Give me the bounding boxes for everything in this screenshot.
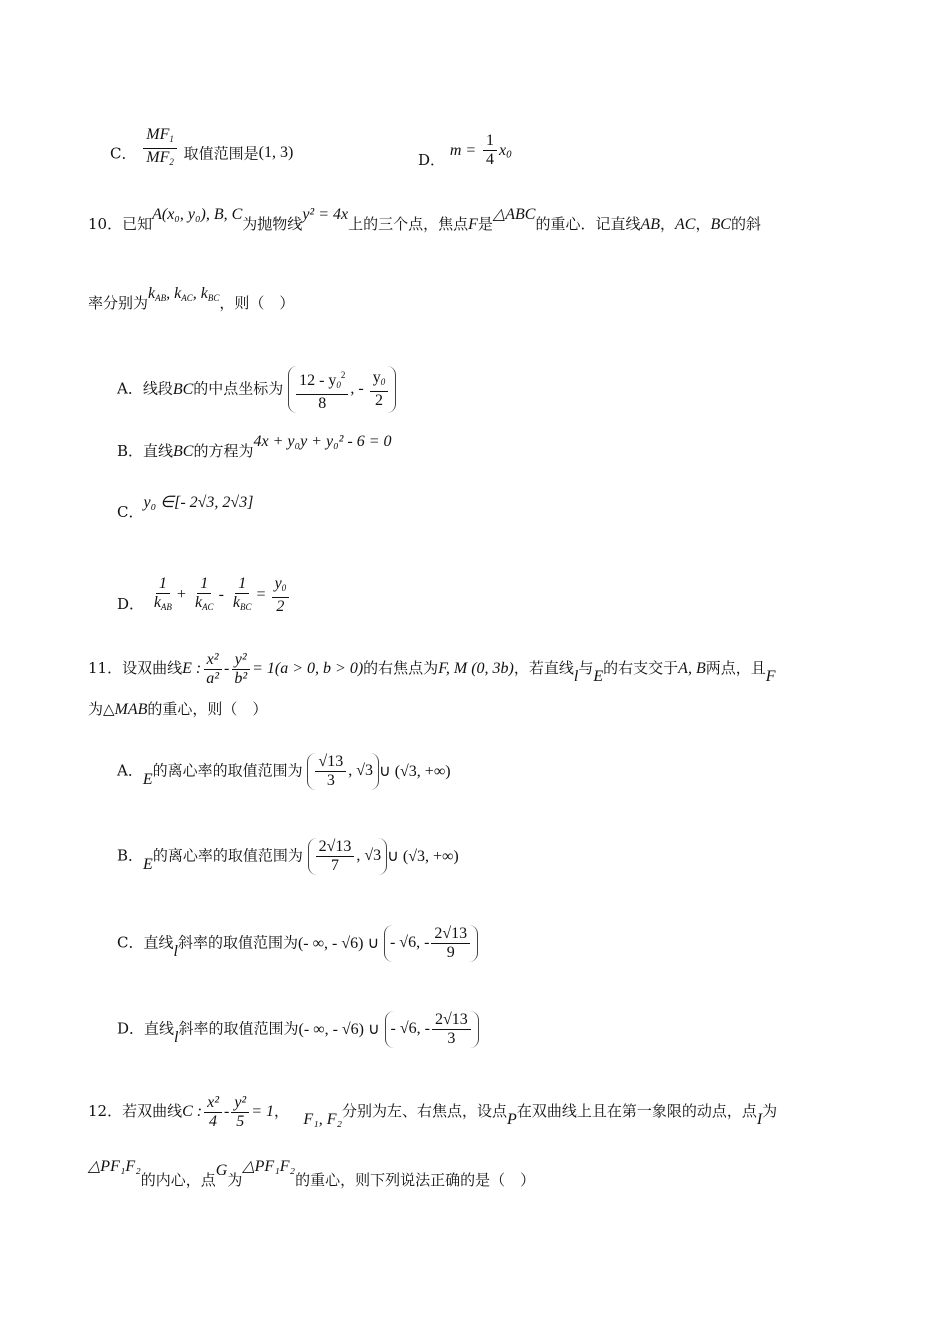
slope-range: - √6, - $\frac{2√13}{3}$ [385, 1011, 479, 1048]
q10-stem-line1: 10．已知A(x₀, y₀), B, C为抛物线y² = 4x上的三个点，焦点F是△ABC的重心．记直线AB，AC，BC的斜 [88, 206, 761, 233]
option-label: C． [110, 144, 137, 163]
q10-option-c: C．y₀ ∈[- 2√3, 2√3] [117, 494, 254, 521]
range-expression: (1, 3) [258, 143, 294, 161]
q11-stem-line1: 11．设双曲线E : $\frac{\text{x²}}{\text{a²}}$ - $\frac{\text{y²}}{\text{b²}}$ = 1(a > 0, b > 0)的右焦点为F, M (0, 3b)，若直线l与E的右支交于A, B两点，且F [88, 651, 776, 687]
triangle-pf1f2: △PF₁F₂ [88, 1158, 141, 1175]
y0-range: y₀ ∈[- 2√3, 2√3] [143, 494, 254, 511]
option-label: D． [418, 150, 446, 169]
slopes-expression: $k_{AB}$, $k_{AC}$, $k_{BC}$ [148, 285, 220, 303]
q10-option-d: D． $\frac{1}{k_{AB}}$ + $\frac{1}{k_{AC}}$ - $\frac{1}{k_{BC}}$ = $\frac{y_0}{2}$ [117, 575, 291, 616]
q11-option-c: C．直线l斜率的取值范围为(- ∞, - √6) ∪ - √6, - $\frac{2√13}{9}$ [117, 925, 478, 962]
question-number: 12．若双曲线 [88, 1102, 183, 1121]
q10-stem-line2: 率分别为$k_{AB}$, $k_{AC}$, $k_{BC}$，则（ ） [88, 285, 295, 312]
q11-option-d: D．直线l斜率的取值范围为(- ∞, - √6) ∪ - √6, - $\frac{2√13}{3}$ [117, 1011, 479, 1048]
eccentricity-range: $\frac{2√13}{7}$ , √3 [308, 838, 388, 875]
q9-option-c [110, 126, 294, 177]
m-lhs: m = [449, 141, 477, 159]
q10-option-b: B．直线BC的方程为4x + y₀y + y₀² - 6 = 0 [117, 433, 392, 460]
hyperbola-equation: E : $\frac{\text{x²}}{\text{a²}}$ - $\frac{\text{y²}}{\text{b²}}$ = 1(a > 0, b > 0) [182, 651, 364, 687]
ratio-fraction: $\frac{MF_1}{MF_2}$ [143, 126, 177, 171]
parabola-equation: y² = 4x [302, 206, 349, 223]
slope-reciprocal-sum: $\frac{1}{k_{AB}}$ + $\frac{1}{k_{AC}}$ - $\frac{1}{k_{BC}}$ = $\frac{y_0}{2}$ [149, 586, 291, 603]
q12-stem-line2: △PF₁F₂的内心，点G为△PF₁F₂的重心，则下列说法正确的是（ ） [88, 1158, 536, 1189]
option-text: 取值范围是 [183, 144, 259, 163]
midpoint-coordinates: $\frac{12 - y_0^2}{8}$ , - $\frac{y_0}{2}$ [288, 366, 396, 413]
line-bc-equation: 4x + y₀y + y₀² - 6 = 0 [253, 433, 392, 450]
q11-stem-line2: 为△MAB的重心，则（ ） [88, 700, 268, 718]
question-number: 11．设双曲线 [88, 659, 183, 678]
q11-option-a: A．E的离心率的取值范围为 $\frac{√13}{3}$ , √3 ∪ (√3, +∞) [117, 753, 451, 789]
eccentricity-range: $\frac{√13}{3}$ , √3 [307, 753, 379, 790]
question-number: 10．已知 [88, 215, 153, 233]
hyperbola-equation: C : $\frac{\text{x²}}{4}$ - $\frac{\text{y²}}{5}$ = 1 [182, 1094, 275, 1130]
q11-option-b: B．E的离心率的取值范围为 $\frac{2√13}{7}$ , √3 ∪ (√3, +∞) [117, 838, 459, 874]
quarter-fraction: $\frac{1}{4}$ [483, 132, 497, 169]
q9-option-d: D． m = $\frac{1}{4}$ $x_0$ [418, 132, 512, 169]
slope-range: - √6, - $\frac{2√13}{9}$ [384, 925, 478, 962]
q10-option-a: A．线段BC的中点坐标为 $\frac{12 - y_0^2}{8}$ , - $\frac{y_0}{2}$ [117, 366, 396, 413]
points-expression: A(x₀, y₀), B, C [152, 206, 243, 223]
triangle-pf1f2: △PF₁F₂ [242, 1158, 296, 1175]
q12-stem-line1: 12．若双曲线C : $\frac{\text{x²}}{4}$ - $\frac{\text{y²}}{5}$ = 1， F₁, F₂分别为左、右焦点，设点P在双曲线上且在第一象限的动点，点I为 [88, 1094, 778, 1130]
triangle-abc: △ABC [492, 206, 536, 223]
